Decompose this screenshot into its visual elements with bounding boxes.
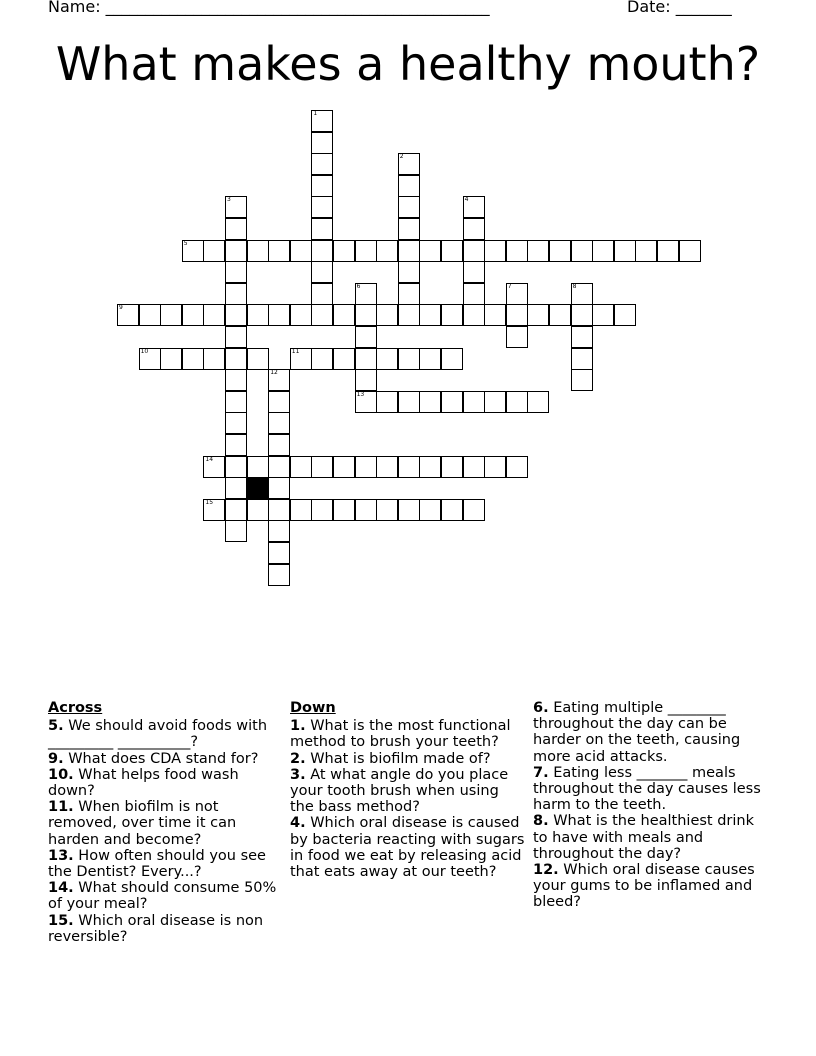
grid-cell[interactable] — [311, 175, 333, 197]
grid-cell[interactable] — [398, 218, 420, 240]
grid-cell[interactable] — [225, 369, 247, 391]
clue-text: Which oral disease causes your gums to be inflamed and bleed? — [533, 862, 755, 911]
grid-cell[interactable] — [506, 456, 528, 478]
grid-cell[interactable] — [117, 304, 139, 326]
grid-cell[interactable] — [398, 283, 420, 305]
grid-cell[interactable] — [463, 218, 485, 240]
grid-cell[interactable] — [247, 499, 269, 521]
clue-text: Eating less _______ meals throughout the day causes less harm to the teeth. — [533, 764, 761, 814]
grid-cell[interactable] — [506, 240, 528, 262]
clue-label: 2. — [290, 750, 306, 767]
grid-cell-black — [247, 477, 269, 499]
grid-cell[interactable] — [268, 369, 290, 391]
grid-cell[interactable] — [268, 520, 290, 542]
clue — [533, 862, 773, 911]
grid-cell[interactable] — [463, 196, 485, 218]
grid-cell[interactable] — [376, 456, 398, 478]
grid-cell[interactable] — [398, 240, 420, 262]
grid-cell[interactable] — [614, 304, 636, 326]
grid-cell[interactable] — [311, 283, 333, 305]
grid-cell[interactable] — [592, 240, 614, 262]
clue — [48, 913, 280, 945]
clue-label: 15. — [48, 912, 74, 929]
clue-text: We should avoid foods with _________ __________? — [48, 718, 268, 751]
grid-cell[interactable] — [225, 348, 247, 370]
grid-cell[interactable] — [463, 391, 485, 413]
grid-cell[interactable] — [225, 391, 247, 413]
clue-number: 8 — [572, 282, 577, 290]
grid-cell[interactable] — [355, 304, 377, 326]
grid-cell[interactable] — [268, 564, 290, 586]
grid-cell[interactable] — [290, 499, 312, 521]
grid-cell[interactable] — [333, 240, 355, 262]
grid-cell[interactable] — [268, 499, 290, 521]
clue-text: Which oral disease is caused by bacteria reacting with sugars in food we eat by releasing acid that eats away at our teeth? — [290, 815, 525, 881]
grid-cell[interactable] — [419, 499, 441, 521]
clue-number: 6 — [356, 282, 361, 290]
grid-cell[interactable] — [247, 240, 269, 262]
down-clues — [290, 700, 526, 880]
clue-label: 9. — [48, 750, 64, 767]
grid-cell[interactable] — [311, 196, 333, 218]
grid-cell[interactable] — [441, 499, 463, 521]
grid-cell[interactable] — [311, 456, 333, 478]
grid-cell[interactable] — [225, 261, 247, 283]
clue-text: What should consume 50% of your meal? — [48, 880, 277, 913]
grid-cell[interactable] — [247, 304, 269, 326]
grid-cell[interactable] — [203, 499, 225, 521]
clue-text: At what angle do you place your tooth brush when using the bass method? — [290, 766, 509, 816]
clue-label: 10. — [48, 766, 74, 783]
grid-cell[interactable] — [311, 132, 333, 154]
grid-cell[interactable] — [268, 542, 290, 564]
clue-text: What is biofilm made of? — [305, 750, 491, 767]
down-heading: Down — [290, 700, 336, 716]
clue — [48, 718, 280, 750]
clue-number: 11 — [291, 347, 300, 355]
clue-label: 3. — [290, 766, 306, 783]
grid-cell[interactable] — [376, 348, 398, 370]
grid-cell[interactable] — [225, 520, 247, 542]
grid-cell[interactable] — [614, 240, 636, 262]
grid-cell[interactable] — [398, 196, 420, 218]
grid-cell[interactable] — [311, 240, 333, 262]
clue-number: 3 — [227, 196, 231, 204]
grid-cell[interactable] — [225, 240, 247, 262]
grid-cell[interactable] — [441, 391, 463, 413]
clue-label: 1. — [290, 718, 306, 735]
clue-label: 11. — [48, 799, 74, 816]
grid-cell[interactable] — [571, 240, 593, 262]
grid-cell[interactable] — [484, 391, 506, 413]
grid-cell[interactable] — [355, 369, 377, 391]
grid-cell[interactable] — [247, 456, 269, 478]
clue-number: 2 — [399, 153, 404, 161]
clue-text: What is the most functional method to brush your teeth? — [290, 718, 511, 751]
grid-cell[interactable] — [419, 348, 441, 370]
grid-cell[interactable] — [225, 283, 247, 305]
name-field[interactable]: Name: ________________________________________________ — [48, 0, 490, 16]
grid-cell[interactable] — [376, 240, 398, 262]
grid-cell[interactable] — [441, 240, 463, 262]
grid-cell[interactable] — [506, 304, 528, 326]
grid-cell[interactable] — [506, 283, 528, 305]
clue-label: 7. — [533, 764, 549, 781]
grid-cell[interactable] — [139, 348, 161, 370]
clue — [290, 718, 526, 750]
grid-cell[interactable] — [225, 196, 247, 218]
clue-text: What helps food wash down? — [48, 766, 239, 800]
grid-cell[interactable] — [290, 240, 312, 262]
grid-cell[interactable] — [398, 391, 420, 413]
grid-cell[interactable] — [160, 348, 182, 370]
grid-cell[interactable] — [225, 477, 247, 499]
grid-cell[interactable] — [311, 218, 333, 240]
grid-cell[interactable] — [355, 348, 377, 370]
grid-cell[interactable] — [290, 348, 312, 370]
clue-number: 4 — [464, 196, 469, 204]
grid-cell[interactable] — [225, 326, 247, 348]
clue-text: How often should you see the Dentist? Every...? — [48, 847, 266, 881]
grid-cell[interactable] — [571, 304, 593, 326]
grid-cell[interactable] — [311, 261, 333, 283]
clue-label: 14. — [48, 880, 74, 897]
grid-cell[interactable] — [247, 348, 269, 370]
grid-cell[interactable] — [182, 304, 204, 326]
clue-text: When biofilm is not removed, over time it can harden and become? — [48, 799, 237, 848]
page-title: What makes a healthy mouth? — [55, 37, 761, 91]
grid-cell[interactable] — [160, 304, 182, 326]
clue — [533, 700, 773, 765]
grid-cell[interactable] — [441, 304, 463, 326]
grid-cell[interactable] — [268, 412, 290, 434]
grid-cell[interactable] — [268, 456, 290, 478]
grid-cell[interactable] — [203, 304, 225, 326]
clue-number: 5 — [183, 239, 188, 247]
grid-cell[interactable] — [203, 240, 225, 262]
grid-cell[interactable] — [225, 456, 247, 478]
grid-cell[interactable] — [398, 153, 420, 175]
grid-cell[interactable] — [355, 499, 377, 521]
clue-label: 5. — [48, 718, 64, 735]
clue-text: Eating multiple ________ throughout the day can be harder on the teeth, causing more acid attacks. — [533, 700, 741, 765]
grid-cell[interactable] — [311, 499, 333, 521]
grid-cell[interactable] — [355, 240, 377, 262]
grid-cell[interactable] — [441, 348, 463, 370]
grid-cell[interactable] — [484, 240, 506, 262]
grid-cell[interactable] — [398, 304, 420, 326]
grid-cell[interactable] — [463, 283, 485, 305]
clue — [48, 751, 280, 767]
clue-number: 12 — [270, 369, 278, 377]
grid-cell[interactable] — [139, 304, 161, 326]
grid-cell[interactable] — [268, 391, 290, 413]
grid-cell[interactable] — [419, 240, 441, 262]
clue — [48, 799, 280, 848]
grid-cell[interactable] — [225, 412, 247, 434]
clue — [48, 848, 280, 880]
grid-cell[interactable] — [463, 240, 485, 262]
clue-label: 6. — [533, 700, 549, 716]
grid-cell[interactable] — [333, 499, 355, 521]
clue — [533, 765, 773, 814]
clue — [290, 767, 526, 816]
grid-cell[interactable] — [527, 391, 549, 413]
grid-cell[interactable] — [592, 304, 614, 326]
grid-cell[interactable] — [333, 304, 355, 326]
grid-cell[interactable] — [268, 434, 290, 456]
grid-cell[interactable] — [549, 240, 571, 262]
grid-cell[interactable] — [571, 326, 593, 348]
grid-cell[interactable] — [398, 261, 420, 283]
clue-number: 9 — [119, 304, 123, 312]
across-clues — [48, 700, 280, 945]
grid-cell[interactable] — [635, 240, 657, 262]
grid-cell[interactable] — [527, 240, 549, 262]
clue-number: 7 — [507, 282, 512, 290]
grid-cell[interactable] — [463, 499, 485, 521]
clue — [290, 815, 526, 880]
clue-text: Which oral disease is non reversible? — [48, 912, 264, 945]
grid-cell[interactable] — [290, 304, 312, 326]
grid-cell[interactable] — [398, 175, 420, 197]
grid-cell[interactable] — [225, 499, 247, 521]
clue — [290, 751, 526, 767]
grid-cell[interactable] — [657, 240, 679, 262]
grid-cell[interactable] — [484, 304, 506, 326]
grid-cell[interactable] — [355, 326, 377, 348]
clue-text: What does CDA stand for? — [63, 750, 259, 767]
clue — [48, 767, 280, 799]
grid-cell[interactable] — [398, 499, 420, 521]
date-field[interactable]: Date: _______ — [627, 0, 732, 16]
clue-number: 14 — [205, 455, 214, 463]
grid-cell[interactable] — [484, 456, 506, 478]
clue-number: 13 — [356, 390, 365, 398]
grid-cell[interactable] — [463, 261, 485, 283]
grid-cell[interactable] — [527, 304, 549, 326]
grid-cell[interactable] — [268, 304, 290, 326]
clue-label: 13. — [48, 847, 74, 864]
clue-number: 10 — [140, 347, 149, 355]
grid-cell[interactable] — [376, 499, 398, 521]
clue — [48, 880, 280, 912]
grid-cell[interactable] — [203, 348, 225, 370]
grid-cell[interactable] — [419, 391, 441, 413]
grid-cell[interactable] — [311, 153, 333, 175]
grid-cell[interactable] — [419, 304, 441, 326]
clue-number: 1 — [313, 110, 318, 117]
grid-cell[interactable] — [225, 218, 247, 240]
grid-cell[interactable] — [679, 240, 701, 262]
clue-label: 8. — [533, 813, 549, 830]
grid-cell[interactable] — [333, 456, 355, 478]
grid-cell[interactable] — [311, 304, 333, 326]
grid-cell[interactable] — [549, 304, 571, 326]
grid-cell[interactable] — [463, 304, 485, 326]
grid-cell[interactable] — [182, 348, 204, 370]
grid-cell[interactable] — [290, 456, 312, 478]
grid-cell[interactable] — [333, 348, 355, 370]
grid-cell[interactable] — [376, 304, 398, 326]
across-heading: Across — [48, 700, 103, 716]
grid-cell[interactable] — [463, 456, 485, 478]
grid-cell[interactable] — [355, 283, 377, 305]
grid-cell[interactable] — [506, 391, 528, 413]
grid-cell[interactable] — [182, 240, 204, 262]
grid-cell[interactable] — [268, 240, 290, 262]
grid-cell[interactable] — [571, 369, 593, 391]
grid-cell[interactable] — [506, 326, 528, 348]
grid-cell[interactable] — [203, 456, 225, 478]
clue-text: What is the healthiest drink to have with meals and throughout the day? — [533, 813, 755, 862]
clue-label: 12. — [533, 862, 559, 879]
grid-cell[interactable] — [311, 348, 333, 370]
clue-label: 4. — [290, 815, 306, 832]
grid-cell[interactable] — [376, 391, 398, 413]
grid-cell[interactable] — [225, 304, 247, 326]
grid-cell[interactable] — [398, 348, 420, 370]
clue-number: 15 — [205, 498, 214, 506]
grid-cell[interactable] — [355, 456, 377, 478]
grid-cell[interactable] — [225, 434, 247, 456]
clue — [533, 813, 773, 862]
grid-cell[interactable] — [441, 456, 463, 478]
down-clues-continued — [533, 700, 773, 911]
grid-cell[interactable] — [398, 456, 420, 478]
grid-cell[interactable] — [355, 391, 377, 413]
grid-cell[interactable] — [268, 477, 290, 499]
grid-cell[interactable] — [571, 348, 593, 370]
grid-cell[interactable] — [571, 283, 593, 305]
grid-cell[interactable] — [311, 110, 333, 132]
grid-cell[interactable] — [419, 456, 441, 478]
